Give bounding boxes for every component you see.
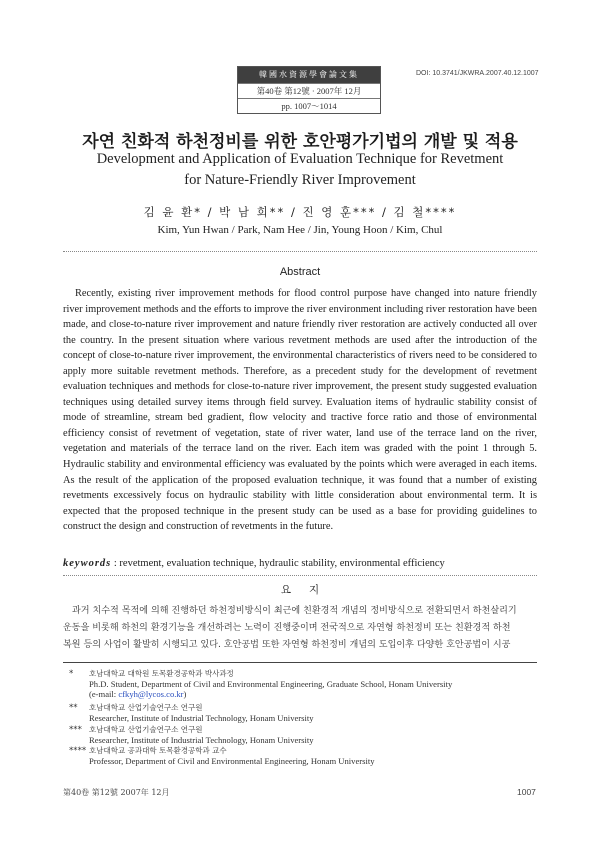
title-english-line-1: Development and Application of Evaluation Technique for Revetment bbox=[96, 151, 504, 167]
authors-korean: 김 윤 환* / 박 남 희** / 진 영 훈*** / 김 철**** bbox=[143, 205, 457, 219]
footnote-english: Ph.D. Student, Department of Civil and Environmental Engineering, Graduate School, Honam University bbox=[89, 679, 453, 689]
footnote-mark: * bbox=[69, 669, 74, 679]
korean-summary-heading: 요지 bbox=[280, 584, 338, 596]
journal-pages: pp. 1007～1014 bbox=[238, 98, 380, 113]
page-number: 1007 bbox=[517, 787, 536, 797]
footnote bbox=[69, 668, 539, 699]
title-korean: 자연 친화적 하천정비를 위한 호안평가기법의 개발 및 적용 bbox=[82, 132, 518, 152]
footnote-english: Researcher, Institute of Industrial Technology, Honam University bbox=[89, 735, 314, 745]
doi-label: DOI: 10.3741/JKWRA.2007.40.12.1007 bbox=[416, 70, 539, 77]
footnote-english: Professor, Department of Civil and Environmental Engineering, Honam University bbox=[89, 756, 375, 766]
footnote-english: Researcher, Institute of Industrial Technology, Honam University bbox=[89, 713, 314, 723]
keywords-list: : revetment, evaluation technique, hydraulic stability, environmental efficiency bbox=[111, 558, 445, 569]
title-english-line-2: for Nature-Friendly River Improvement bbox=[184, 172, 416, 188]
email-link[interactable]: cfkyh@lycos.co.kr bbox=[118, 689, 184, 699]
footer-journal-issue: 第40卷 第12號 2007年 12月 bbox=[63, 788, 170, 797]
footnote-mark: **** bbox=[69, 746, 87, 756]
korean-summary-body bbox=[63, 603, 537, 655]
footnote bbox=[69, 702, 539, 723]
keywords-line bbox=[63, 558, 445, 569]
footnote-mark: *** bbox=[69, 725, 82, 735]
footnote-korean: 호남대학교 대학원 토목환경공학과 박사과정 bbox=[89, 669, 234, 678]
korean-summary-line: 운동을 비롯해 하천의 환경기능을 개선하려는 노력이 진행중이며 전국적으로 자연형 하천정비 또는 친환경적 하천 bbox=[63, 623, 511, 634]
abstract-body: Recently, existing river improvement methods for flood control purpose have changed into nature friendly river improvement methods and the efforts to improve the river environment including river restoration have been made, and close-to-nature river improvement and nature friendly river restoration are actively conducted all over the country. In the present situation where various revetment methods are used after the introduction of the concept of close-to-nature river improvement, the environmental characteristics of rivers need to be considered to apply more suitable revetment methods. Therefore, as a precedent study for the development of revetment evaluation techniques and methods for close-to-nature river improvement, the present study suggested evaluation techniques using detailed survey items through field survey. Evaluation items of hydraulic stability consist of mode of streamline, stream bed gradient, flow velocity and tractive force ratio and those of environmental efficiency consist of revetment of vegetation, state of river water, land use of the terrace land on the river, vegetation and materials of the terrace land on the river. Each item was graded with the point 1 through 5. Hydraulic stability and environmental efficiency was evaluated by the points which were averaged in each items. As the result of the application of the proposed evaluation technique, it was found that a number of existing revetments excessively focus on hydraulic stability with little consideration about environmental term. It is expected that the proposed technique in the present study can be used as a base for providing guidelines to construct the design and construction of revetments in the future. bbox=[63, 288, 537, 533]
footnote bbox=[69, 724, 539, 745]
journal-info-box bbox=[237, 66, 381, 114]
footnote-korean: 호남대학교 산업기술연구소 연구원 bbox=[89, 725, 203, 734]
korean-summary-line: 복원 등의 사업이 활발히 시행되고 있다. 호안공법 또한 자연형 하천정비 개념의 도입이후 다양한 호안공법이 시공 bbox=[63, 640, 511, 651]
authors-english: Kim, Yun Hwan / Park, Nam Hee / Jin, Young Hoon / Kim, Chul bbox=[157, 224, 443, 236]
footnote-mark: ** bbox=[69, 703, 78, 713]
footnote bbox=[69, 745, 539, 766]
divider-dotted bbox=[63, 575, 537, 576]
footnote-korean: 호남대학교 산업기술연구소 연구원 bbox=[89, 703, 203, 712]
footnote-rule bbox=[63, 662, 537, 663]
journal-volume-issue: 第40卷 第12號 · 2007年 12月 bbox=[238, 83, 380, 98]
footnote-email-line bbox=[69, 689, 539, 699]
keywords-label: keywords bbox=[63, 558, 112, 569]
korean-summary-line: 과거 치수적 목적에 의해 진행하던 하천정비방식이 최근에 친환경적 개념의 정비방식으로 전환되면서 하천살리기 bbox=[72, 606, 517, 616]
journal-name: 韓國水資源學會論文集 bbox=[238, 67, 380, 83]
email-suffix: ) bbox=[183, 689, 187, 699]
abstract-heading: Abstract bbox=[279, 266, 321, 278]
divider-dotted bbox=[63, 251, 537, 252]
email-prefix: (e-mail: bbox=[89, 689, 119, 699]
footnote-korean: 호남대학교 공과대학 토목환경공학과 교수 bbox=[89, 746, 227, 755]
